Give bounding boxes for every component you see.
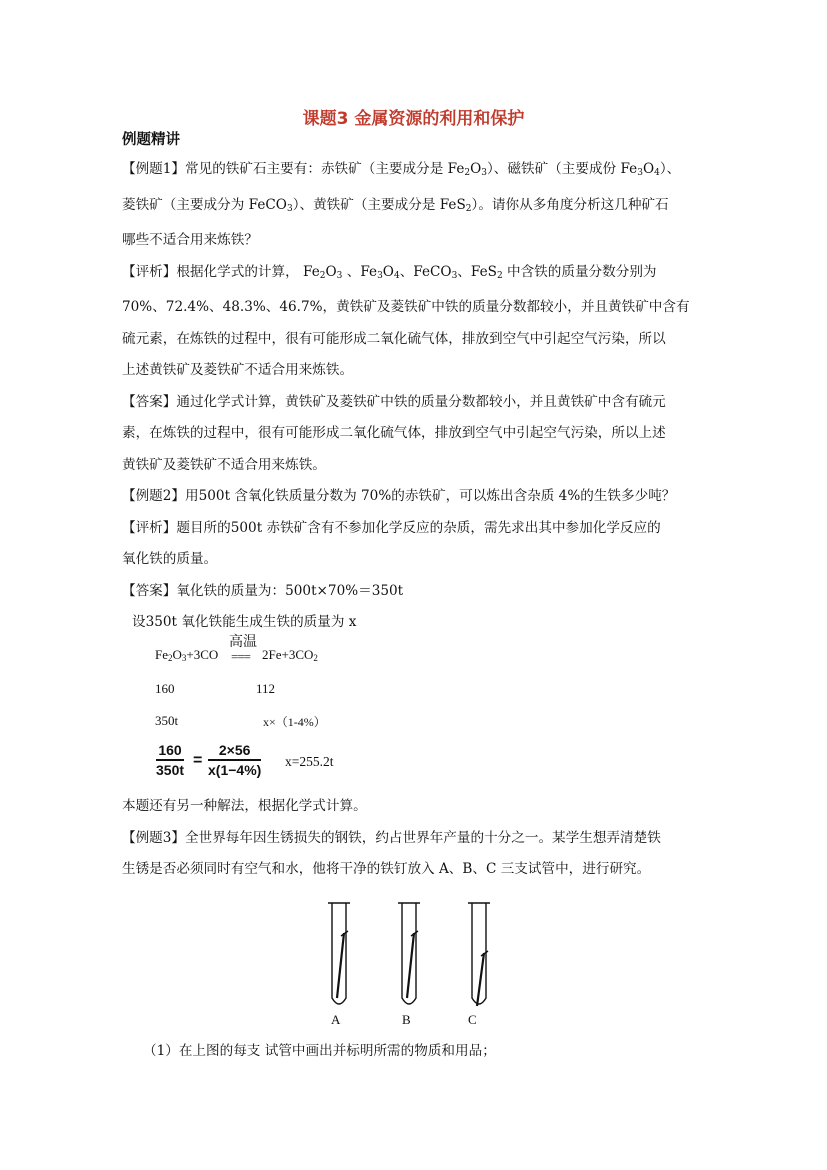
- example-3-question: 【例题3】全世界每年因生锈损失的钢铁，约占世界年产量的十分之一。某学生想弄清楚铁: [122, 829, 661, 846]
- ratio-row-2-right: x×（1-4%）: [263, 715, 326, 729]
- example-2-answer: 【答案】氧化铁的质量为：500t×70%＝350t: [122, 582, 404, 599]
- fraction-1: $\frac{160}{350t}$: [156, 742, 185, 778]
- sub-question-1: （1）在上图的每支 试管中画出并标明所需的物质和用品；: [143, 1043, 496, 1059]
- ratio-row-1-right: 112: [256, 681, 276, 696]
- example-1-answer: 【答案】通过化学式计算，黄铁矿及菱铁矿中铁的质量分数都较小，并且黄铁矿中含有硫元: [122, 393, 666, 410]
- tube-label-c: C: [468, 1012, 477, 1027]
- equation-left: $Fe_2O_3+3CO$: [155, 647, 219, 663]
- test-tube-a: [328, 903, 350, 1004]
- equation-condition: 高温: [229, 634, 257, 650]
- test-tube-c: [468, 903, 490, 1006]
- page-title: 课题3 金属资源的利用和保护: [302, 109, 525, 129]
- test-tubes-figure: [310, 898, 510, 1013]
- result: x=255.2t: [285, 754, 334, 769]
- fraction-2: $\frac{2\times 56}{x(1-4\%)}$: [208, 742, 262, 778]
- example-1-question: 【例题1】常见的铁矿石主要有：赤铁矿（主要成分是 $Fe_2O_3$）、磁铁矿（主要成份 $Fe_3O_4$）、: [122, 161, 681, 178]
- example-2-question: 【例题2】用500t 含氧化铁质量分数为 70%的赤铁矿，可以炼出含杂质 4%的生铁多少吨？: [122, 488, 676, 504]
- equation-right: $2Fe+3CO_2$: [262, 647, 318, 663]
- test-tube-b: [398, 903, 420, 1004]
- tube-label-b: B: [402, 1012, 411, 1027]
- example-2-analysis: 【评析】题目所的500t 赤铁矿含有不参加化学反应的杂质，需先求出其中参加化学反应的: [122, 519, 661, 536]
- section-heading: 例题精讲: [122, 132, 180, 148]
- example-1: 【例题1】常见的铁矿石主要有：赤铁矿（主要成分是 $Fe_2O_3$）、磁铁矿（主要成份 $Fe_3O_4$）、 菱铁矿（主要成分为 FeCO$_3$）、黄铁矿（主要成分是 FeS$_2$）。请你从多角度分析这几种矿石 哪些不适合用来炼铁？ 【评析】根据化学式的计算， $Fe_2O_3$ 、$Fe_3O_4$、FeCO$_3$、FeS$_2$ 中含铁的质量分数分别为 70%、72.4%、48.3%、46.7%，黄铁矿及菱铁矿中铁的质量分数都较小，并且黄铁矿中含有 硫元素，在炼铁的过程中，很有可能形成二氧化硫气体，排放到空气中引起空气污染，所以 上述黄铁矿及菱铁矿不适合用来炼铁。 【答案】通过化学式计算，黄铁矿及菱铁矿中铁的质量分数都较小，并且黄铁矿中含有硫元 素，在炼铁的过程中，很有可能形成二氧化硫气体，排放到空气中引起空气污染，所以上述 黄铁矿及菱铁矿不适合用来炼铁。 【例题2】用500t 含氧化铁质量分数为 70%的赤铁矿，可以炼出含杂质 4%的生铁多少吨？ 【评析】题目所的500t 赤铁矿含有不参加化学反应的杂质，需先求出其中参加化学反应的 氧化铁的质量。 【答案】氧化铁的质量为：500t×70%＝350t 设350t 氧化铁能生成生铁的质量为 x: [122, 154, 712, 639]
- example-1-analysis: 【评析】根据化学式的计算， $Fe_2O_3$ 、$Fe_3O_4$、FeCO$_3$、FeS$_2$ 中含铁的质量分数分别为: [122, 263, 657, 281]
- ratio-row-1-left: 160: [155, 681, 175, 696]
- tube-label-a: A: [331, 1012, 341, 1027]
- equals-sign: =: [193, 752, 203, 769]
- ratio-row-2-left: 350t: [155, 713, 179, 728]
- equation-arrow: ===: [231, 649, 250, 664]
- example-2-note: 本题还有另一种解法，根据化学式计算。 【例题3】全世界每年因生锈损失的钢铁，约占世界年产量的十分之一。某学生想弄清楚铁 生锈是否必须同时有空气和水，他将干净的铁钉放入 A、B、C 三支试管中，进行研究。: [122, 791, 712, 886]
